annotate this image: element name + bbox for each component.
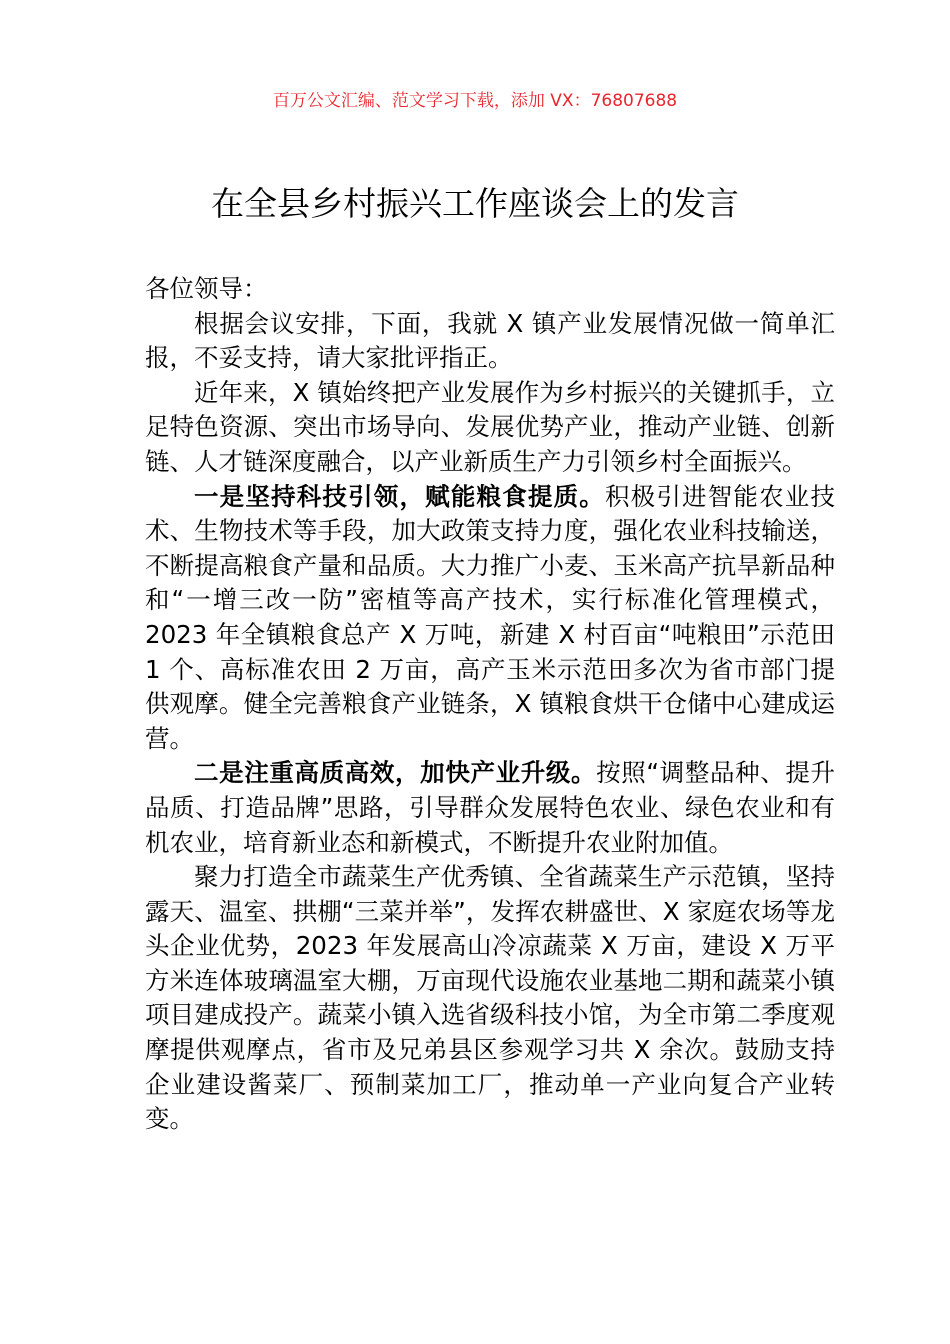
paragraph-text: 近年来，X 镇始终把产业发展作为乡村振兴的关键抓手，立足特色资源、突出市场导向、发展优势产业，推动产业链、创新链、人才链深度融合，以产业新质生产力引领乡村全面振兴。 bbox=[145, 377, 835, 476]
paragraph bbox=[145, 376, 835, 480]
paragraph-text: 聚力打造全市蔬菜生产优秀镇、全省蔬菜生产示范镇，坚持露天、温室、拱棚“三菜并举”，发挥农耕盛世、X 家庭农场等龙头企业优势，2023 年发展高山冷凉蔬菜 X 万亩，建设 X 万平方米连体玻璃温室大棚，万亩现代设施农业基地二期和蔬菜小镇项目建成投产。蔬菜小镇入选省级科技小馆，为全市第二季度观摩提供观摩点，省市及兄弟县区参观学习共 X 余次。鼓励支持企业建设酱菜厂、预制菜加工厂，推动单一产业向复合产业转变。 bbox=[145, 862, 835, 1134]
salutation: 各位领导： bbox=[145, 274, 268, 303]
paragraph-text: 按照“调整品种、提升品质、打造品牌”思路，引导群众发展特色农业、绿色农业和有机农业，培育新业态和新模式，不断提升农业附加值。 bbox=[145, 758, 835, 857]
paragraph bbox=[145, 756, 835, 860]
header-note: 百万公文汇编、范文学习下载，添加 VX：76807688 bbox=[272, 91, 678, 111]
paragraph-text: 根据会议安排，下面，我就 X 镇产业发展情况做一简单汇报，不妥支持，请大家批评指正。 bbox=[145, 308, 835, 373]
document-title: 在全县乡村振兴工作座谈会上的发言 bbox=[211, 184, 739, 223]
paragraph bbox=[145, 860, 835, 1137]
paragraph-text: 积极引进智能农业技术、生物技术等手段，加大政策支持力度，强化农业科技输送，不断提高粮食产量和品质。大力推广小麦、玉米高产抗旱新品种和“一增三改一防”密植等高产技术，实行标准化管理模式，2023 年全镇粮食总产 X 万吨，新建 X 村百亩“吨粮田”示范田 1 个、高标准农田 2 万亩，高产玉米示范田多次为省市部门提供观摩。健全完善粮食产业链条，X 镇粮食烘干仓储中心建成运营。 bbox=[145, 481, 835, 753]
paragraph-lead: 二是注重高质高效，加快产业升级。 bbox=[194, 758, 597, 788]
document-body bbox=[145, 272, 835, 1137]
paragraph bbox=[145, 480, 835, 757]
paragraph bbox=[145, 307, 835, 376]
paragraph-lead: 一是坚持科技引领，赋能粮食提质。 bbox=[194, 481, 605, 511]
